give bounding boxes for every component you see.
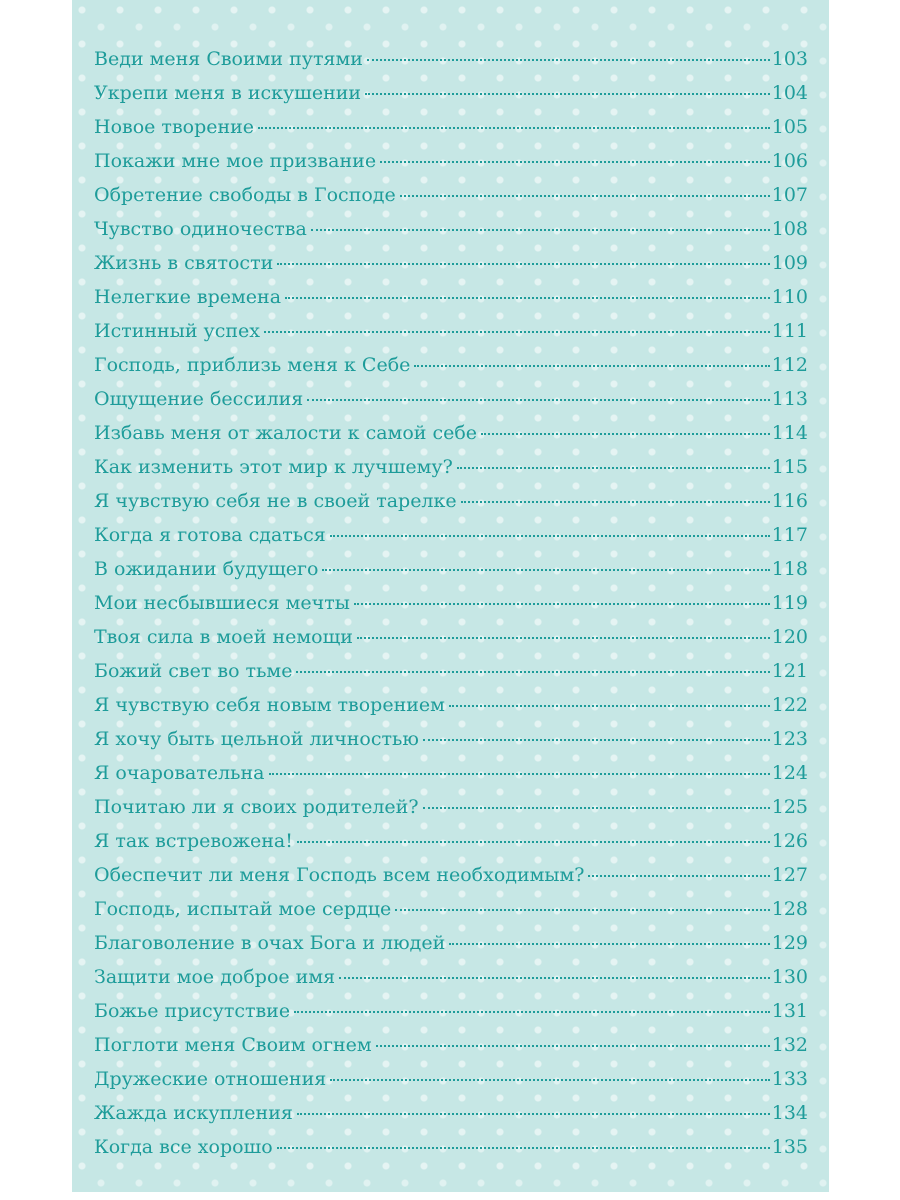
dot-leader	[423, 739, 770, 741]
dot-leader	[461, 501, 770, 503]
toc-entry	[94, 626, 808, 660]
toc-entry	[94, 1102, 808, 1136]
toc-entry-title: Я так встревожена!	[94, 830, 293, 852]
toc-entry	[94, 592, 808, 626]
toc-entry-page-number: 133	[771, 1068, 808, 1090]
dot-leader	[395, 909, 770, 911]
toc-entry-title: Когда я готова сдаться	[94, 524, 326, 546]
toc-entry-page-number: 106	[771, 150, 808, 172]
toc-entry	[94, 830, 808, 864]
dot-leader	[277, 263, 769, 265]
dot-leader	[307, 399, 769, 401]
toc-entry-page-number: 119	[771, 592, 808, 614]
dot-leader	[277, 1147, 770, 1149]
toc-entry-page-number: 108	[771, 218, 808, 240]
dot-leader	[357, 637, 770, 639]
toc-entry	[94, 1068, 808, 1102]
toc-entry	[94, 48, 808, 82]
toc-entry-title: Мои несбывшиеся мечты	[94, 592, 350, 614]
toc-entry	[94, 932, 808, 966]
toc-entry	[94, 524, 808, 558]
toc-entry-page-number: 109	[771, 252, 808, 274]
toc-entry-page-number: 107	[771, 184, 808, 206]
toc-entry	[94, 286, 808, 320]
toc-entry-title: Ощущение бессилия	[94, 388, 304, 410]
dot-leader	[339, 977, 770, 979]
toc-entry	[94, 320, 808, 354]
toc-entry-title: Поглоти меня Своим огнем	[94, 1034, 372, 1056]
toc-entry	[94, 898, 808, 932]
toc-entry	[94, 218, 808, 252]
toc-entry-page-number: 125	[771, 796, 808, 818]
toc-entry-title: Истинный успех	[94, 320, 260, 342]
dot-leader	[365, 93, 770, 95]
toc-entry-title: Божий свет во тьме	[94, 660, 293, 682]
toc-entry-title: Я чувствую себя новым творением	[94, 694, 445, 716]
dot-leader	[297, 841, 770, 843]
toc-entry-page-number: 130	[771, 966, 808, 988]
toc-entry-page-number: 110	[771, 286, 808, 308]
toc-entry-page-number: 128	[771, 898, 808, 920]
toc-entry	[94, 1136, 808, 1170]
toc-entry	[94, 694, 808, 728]
dot-leader	[588, 875, 769, 877]
toc-entry-title: Благоволение в очах Бога и людей	[94, 932, 446, 954]
toc-entry-title: Жажда искупления	[94, 1102, 293, 1124]
toc-entry	[94, 184, 808, 218]
toc-entry-title: Я чувствую себя не в своей тарелке	[94, 490, 457, 512]
table-of-contents	[94, 48, 808, 1170]
toc-entry-page-number: 131	[771, 1000, 808, 1022]
dot-leader	[297, 1113, 770, 1115]
toc-entry-page-number: 123	[771, 728, 808, 750]
dot-leader	[457, 467, 770, 469]
toc-entry	[94, 762, 808, 796]
toc-entry-page-number: 111	[771, 320, 808, 342]
dot-leader	[296, 671, 769, 673]
dot-leader	[294, 1011, 770, 1013]
toc-entry-title: Твоя сила в моей немощи	[94, 626, 353, 648]
dot-leader	[258, 127, 770, 129]
toc-entry-page-number: 114	[771, 422, 808, 444]
dot-leader	[285, 297, 770, 299]
toc-entry-title: Чувство одиночества	[94, 218, 307, 240]
toc-entry-title: Нелегкие времена	[94, 286, 282, 308]
toc-entry-title: Когда все хорошо	[94, 1136, 273, 1158]
toc-entry-title: Божье присутствие	[94, 1000, 291, 1022]
dot-leader	[264, 331, 770, 333]
toc-entry-page-number: 126	[771, 830, 808, 852]
toc-entry	[94, 252, 808, 286]
toc-entry-page-number: 118	[771, 558, 808, 580]
toc-entry	[94, 966, 808, 1000]
toc-entry-page-number: 104	[771, 82, 808, 104]
toc-entry-title: Новое творение	[94, 116, 255, 138]
dot-leader	[354, 603, 770, 605]
toc-entry-title: Обеспечит ли меня Господь всем необходимым?	[94, 864, 585, 886]
toc-entry-title: Я очаровательна	[94, 762, 265, 784]
dot-leader	[367, 59, 770, 61]
toc-entry-title: Защити мое доброе имя	[94, 966, 336, 988]
dot-leader	[449, 943, 769, 945]
toc-entry-title: Веди меня Своими путями	[94, 48, 363, 70]
toc-entry-title: Дружеские отношения	[94, 1068, 327, 1090]
toc-entry-page-number: 127	[771, 864, 808, 886]
toc-entry-page-number: 124	[771, 762, 808, 784]
toc-entry	[94, 728, 808, 762]
toc-entry	[94, 422, 808, 456]
toc-entry	[94, 1034, 808, 1068]
toc-entry-page-number: 132	[771, 1034, 808, 1056]
toc-entry-page-number: 134	[771, 1102, 808, 1124]
toc-entry	[94, 864, 808, 898]
dot-leader	[423, 807, 770, 809]
toc-entry	[94, 388, 808, 422]
dot-leader	[330, 1079, 769, 1081]
toc-entry-page-number: 115	[771, 456, 808, 478]
toc-entry-page-number: 121	[771, 660, 808, 682]
toc-entry	[94, 116, 808, 150]
toc-entry	[94, 1000, 808, 1034]
toc-entry-title: Почитаю ли я своих родителей?	[94, 796, 419, 818]
toc-entry-page-number: 116	[771, 490, 808, 512]
dot-leader	[330, 535, 770, 537]
toc-entry-page-number: 103	[771, 48, 808, 70]
toc-entry-page-number: 105	[771, 116, 808, 138]
toc-entry	[94, 796, 808, 830]
dot-leader	[269, 773, 770, 775]
toc-entry	[94, 660, 808, 694]
toc-entry-title: Обретение свободы в Господе	[94, 184, 396, 206]
toc-entry-page-number: 117	[771, 524, 808, 546]
book-page	[72, 0, 829, 1192]
dot-leader	[311, 229, 770, 231]
toc-entry-title: В ожидании будущего	[94, 558, 319, 580]
toc-entry-page-number: 129	[771, 932, 808, 954]
toc-entry-title: Жизнь в святости	[94, 252, 274, 274]
toc-entry	[94, 150, 808, 184]
dot-leader	[376, 1045, 770, 1047]
toc-entry	[94, 456, 808, 490]
dot-leader	[380, 161, 770, 163]
toc-entry	[94, 354, 808, 388]
toc-entry	[94, 490, 808, 524]
toc-entry	[94, 558, 808, 592]
dot-leader	[322, 569, 769, 571]
dot-leader	[449, 705, 770, 707]
toc-entry-title: Как изменить этот мир к лучшему?	[94, 456, 453, 478]
toc-entry-title: Господь, испытай мое сердце	[94, 898, 392, 920]
dot-leader	[414, 365, 769, 367]
dot-leader	[400, 195, 770, 197]
toc-entry-page-number: 112	[771, 354, 808, 376]
toc-entry-title: Укрепи меня в искушении	[94, 82, 362, 104]
toc-entry-page-number: 135	[771, 1136, 808, 1158]
toc-entry-page-number: 113	[771, 388, 808, 410]
toc-entry-title: Покажи мне мое призвание	[94, 150, 377, 172]
toc-entry-page-number: 122	[771, 694, 808, 716]
toc-entry-title: Господь, приблизь меня к Себе	[94, 354, 411, 376]
toc-entry-title: Я хочу быть цельной личностью	[94, 728, 419, 750]
toc-entry-title: Избавь меня от жалости к самой себе	[94, 422, 478, 444]
toc-entry	[94, 82, 808, 116]
toc-entry-page-number: 120	[771, 626, 808, 648]
dot-leader	[481, 433, 770, 435]
